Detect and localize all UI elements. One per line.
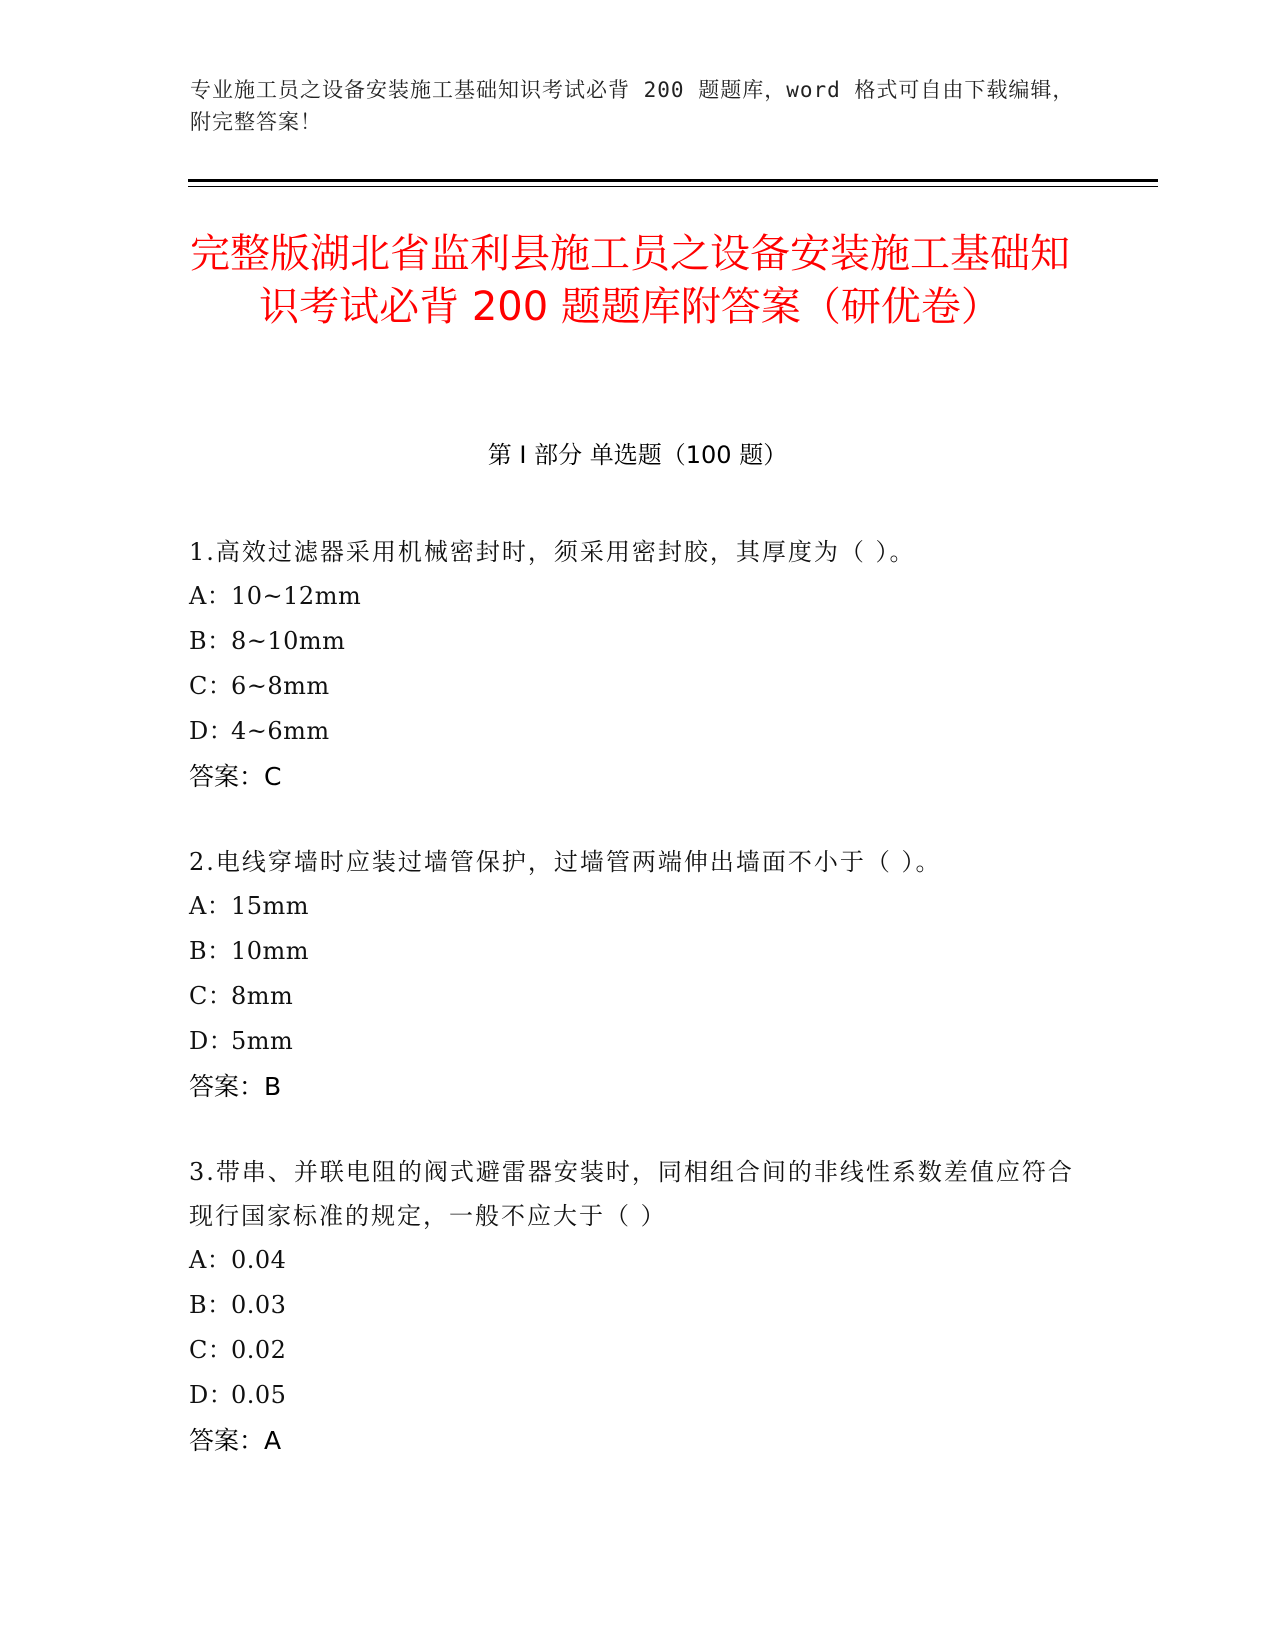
question-1 xyxy=(189,530,1089,800)
option-key: D： xyxy=(189,1027,234,1055)
option-key: B： xyxy=(189,937,232,965)
option-a xyxy=(189,1238,1089,1283)
option-d xyxy=(189,709,1089,754)
question-3 xyxy=(189,1150,1089,1464)
option-text: 4~6mm xyxy=(231,717,330,745)
document-title: 完整版湖北省监利县施工员之设备安装施工基础知识考试必背 200 题题库附答案（研优卷） xyxy=(190,231,1070,330)
option-key: C： xyxy=(189,672,233,700)
option-text: 0.05 xyxy=(231,1381,287,1409)
option-text: 8~10mm xyxy=(231,627,346,655)
header-note: 专业施工员之设备安装施工基础知识考试必背 200 题题库，word 格式可自由下载编辑，附完整答案！ xyxy=(190,78,1075,134)
option-b xyxy=(189,1283,1089,1328)
section-title: 第 I 部分 单选题（100 题） xyxy=(487,441,788,469)
option-text: 15mm xyxy=(231,892,310,920)
header-rule-thick xyxy=(188,179,1158,182)
option-c xyxy=(189,664,1089,709)
question-stem: 1.高效过滤器采用机械密封时，须采用密封胶，其厚度为（ ）。 xyxy=(189,538,916,566)
header-rule-thin xyxy=(188,186,1158,187)
option-text: 10mm xyxy=(231,937,310,965)
option-text: 8mm xyxy=(231,982,294,1010)
option-key: D： xyxy=(189,717,234,745)
option-text: 10~12mm xyxy=(231,582,362,610)
option-key: A： xyxy=(189,1246,232,1274)
answer: 答案：C xyxy=(189,762,282,791)
option-text: 0.03 xyxy=(231,1291,287,1319)
option-key: A： xyxy=(189,582,232,610)
option-key: B： xyxy=(189,1291,232,1319)
option-c xyxy=(189,974,1089,1019)
option-a xyxy=(189,884,1089,929)
answer: 答案：B xyxy=(189,1072,282,1101)
option-c xyxy=(189,1328,1089,1373)
option-text: 0.04 xyxy=(231,1246,287,1274)
option-key: A： xyxy=(189,892,232,920)
question-stem: 3.带串、并联电阻的阀式避雷器安装时，同相组合间的非线性系数差值应符合现行国家标准的规定，一般不应大于（ ） xyxy=(189,1158,1074,1230)
question-stem: 2.电线穿墙时应装过墙管保护，过墙管两端伸出墙面不小于（ ）。 xyxy=(189,848,942,876)
option-d xyxy=(189,1373,1089,1418)
question-list xyxy=(189,530,1089,1504)
option-b xyxy=(189,619,1089,664)
option-key: D： xyxy=(189,1381,234,1409)
option-text: 5mm xyxy=(231,1027,294,1055)
option-text: 0.02 xyxy=(231,1336,287,1364)
option-d xyxy=(189,1019,1089,1064)
option-key: C： xyxy=(189,982,233,1010)
answer: 答案：A xyxy=(189,1426,282,1455)
option-text: 6~8mm xyxy=(231,672,330,700)
option-key: B： xyxy=(189,627,232,655)
option-b xyxy=(189,929,1089,974)
question-2 xyxy=(189,840,1089,1110)
option-key: C： xyxy=(189,1336,233,1364)
option-a xyxy=(189,574,1089,619)
